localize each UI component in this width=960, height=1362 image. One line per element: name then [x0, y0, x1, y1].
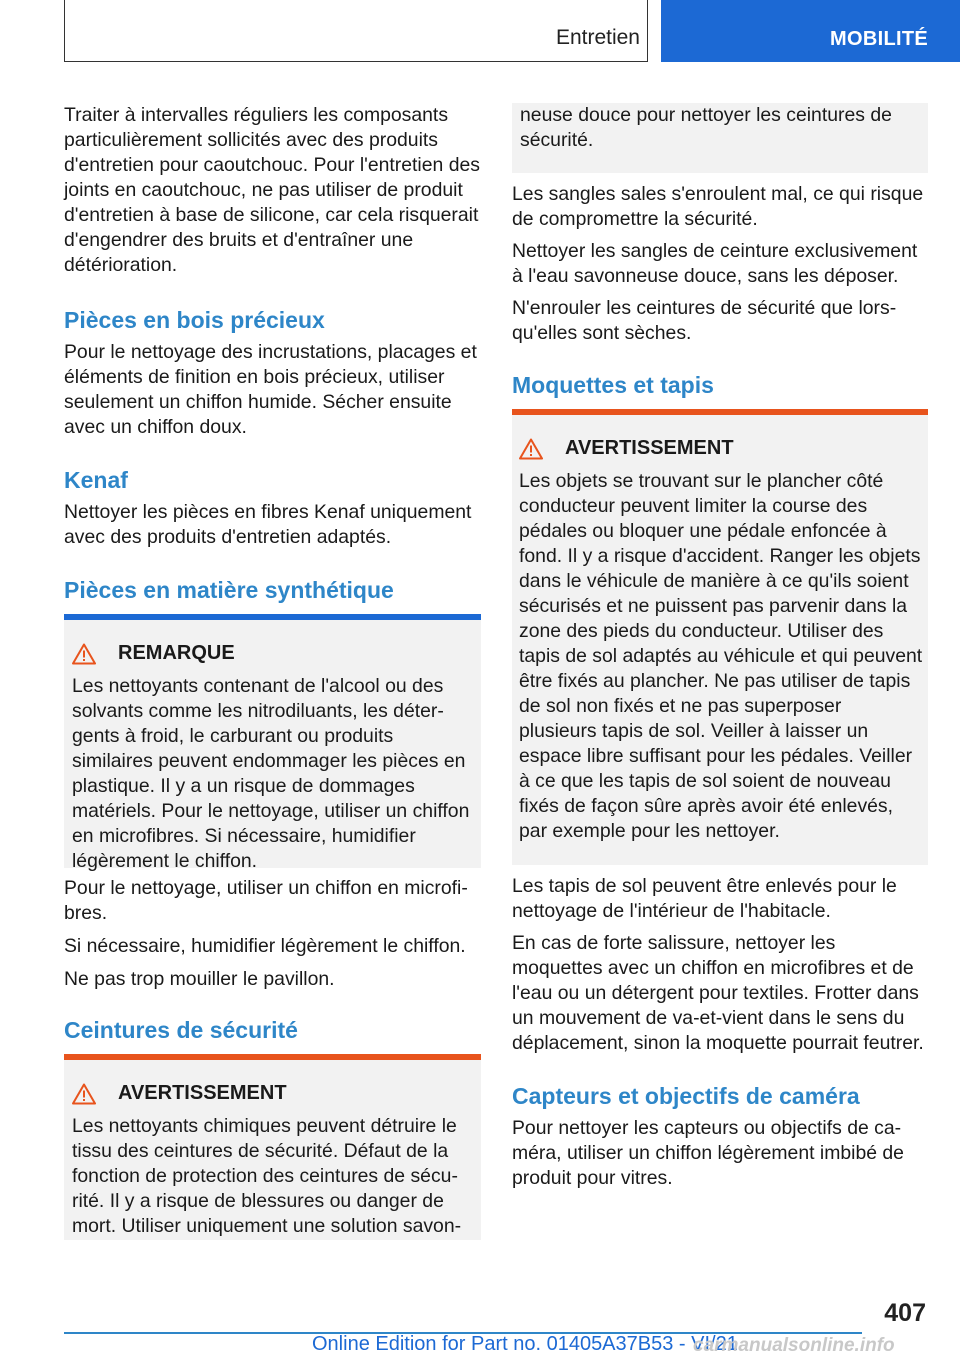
chapter-tab-label: MOBILITÉ: [830, 28, 928, 50]
ceint-paragraph-3: N'enrouler les ceintures de sécurité que lorsqu'elles sont sèches.: [512, 297, 897, 344]
synth-paragraph-2: Si nécessaire, humidifier légèrement le chiffon.: [64, 935, 466, 957]
remarque-label: REMARQUE: [118, 642, 235, 664]
remarque-text: Les nettoyants contenant de l'alcool ou des solvants comme les nitrodiluants, les détergents à froid, le carburant ou produits similaires peuvent endommager les pièces en plastique. Il y a un risque de dommages matériels. Pour le nettoyage, utiliser un chiffon en microfibres. Si nécessaire, humidifier légèrement le chiffon.: [72, 675, 470, 872]
heading-bois: Pièces en bois précieux: [64, 307, 325, 333]
heading-moquettes: Moquettes et tapis: [512, 372, 714, 398]
synth-paragraph-3: Ne pas trop mouiller le pavillon.: [64, 968, 335, 990]
ceint-paragraph-2: Nettoyer les sangles de ceinture exclusivement à l'eau savonneuse douce, sans les déposer.: [512, 240, 918, 287]
heading-kenaf: Kenaf: [64, 467, 128, 493]
heading-synthetique: Pièces en matière synthétique: [64, 577, 394, 603]
watermark: carmanualsonline.info: [693, 1335, 895, 1356]
warning-triangle-icon: [72, 643, 96, 665]
chapter-tab[interactable]: [661, 0, 960, 62]
synth-paragraph-1: Pour le nettoyage, utiliser un chiffon en microfibres.: [64, 877, 468, 924]
warning-triangle-icon: [519, 438, 543, 460]
intro-paragraph: Traiter à intervalles réguliers les composants particulièrement sollicités avec des produits d'entretien pour caoutchouc. Pour l'entretien des joints en caoutchouc, ne pas utiliser de produit d'entretien à base de silicone, car cela risquerait d'engendrer des bruits et d'entraîner une détérioration.: [64, 104, 480, 276]
page-number: 407: [884, 1299, 926, 1327]
avertissement-label: AVERTISSEMENT: [565, 437, 734, 459]
avertissement-label: AVERTISSEMENT: [118, 1082, 287, 1104]
avertissement-moquettes-text: Les objets se trouvant sur le plancher côté conducteur peuvent limiter la course des pédales ou bloquer une pédale enfoncée à fond. Il y a risque d'accident. Ranger les objets dans le véhicule de manière à ce qu'ils soient sécurisés et ne puissent pas parvenir dans la zone des pieds du conducteur. Utiliser des tapis de sol adaptés au véhicule et qui peuvent être fixés au plancher. Ne pas utiliser de tapis de sol non fixés et ne pas superposer plusieurs tapis de sol. Veiller à laisser un espace libre suffisant pour les pédales. Veiller à ce que les tapis de sol soient de nouveau fixés de façon sûre après avoir été enlevés, par exemple pour les nettoyer.: [519, 470, 923, 842]
moq-paragraph-1: Les tapis de sol peuvent être enlevés pour le nettoyage de l'intérieur de l'habitacle.: [512, 875, 897, 922]
avertissement-ceintures-box: [64, 1054, 481, 1240]
heading-ceintures: Ceintures de sécurité: [64, 1017, 298, 1043]
bois-paragraph: Pour le nettoyage des incrustations, placages et éléments de finition en bois précieux, utiliser seulement un chiffon humide. Sécher ensuite avec un chiffon doux.: [64, 341, 477, 438]
avertissement-moquettes-box: [512, 409, 928, 865]
kenaf-paragraph: Nettoyer les pièces en fibres Kenaf uniquement avec des produits d'entretien adaptés.: [64, 501, 472, 548]
avertissement-ceintures-text: Les nettoyants chimiques peuvent détruire le tissu des ceintures de sécurité. Défaut de la fonction de protection des ceintures de sécurité. Il y a risque de blessures ou danger de mort. Utiliser uniquement une solution savon-: [72, 1115, 462, 1237]
heading-capteurs: Capteurs et objectifs de caméra: [512, 1083, 860, 1109]
avertissement-continued-text: neuse douce pour nettoyer les ceintures de sécurité.: [520, 104, 892, 151]
moq-paragraph-2: En cas de forte salissure, nettoyer les moquettes avec un chiffon en microfibres et de l'eau ou un détergent pour textiles. Frotter dans un mouvement de va-et-vient dans le sens du déplacement, sinon la moquette pourrait feutrer.: [512, 932, 924, 1054]
footer-edition: Online Edition for Part no. 01405A37B53 - VI/21: [312, 1333, 738, 1355]
ceint-paragraph-1: Les sangles sales s'enroulent mal, ce qui risque de compromettre la sécurité.: [512, 183, 924, 230]
capteurs-paragraph: Pour nettoyer les capteurs ou objectifs de caméra, utiliser un chiffon légèrement imbibé de produit pour vitres.: [512, 1117, 904, 1189]
remarque-box: [64, 614, 481, 872]
section-title: Entretien: [555, 26, 640, 49]
avertissement-ceintures-continued: [512, 103, 928, 173]
warning-triangle-icon: [72, 1083, 96, 1105]
